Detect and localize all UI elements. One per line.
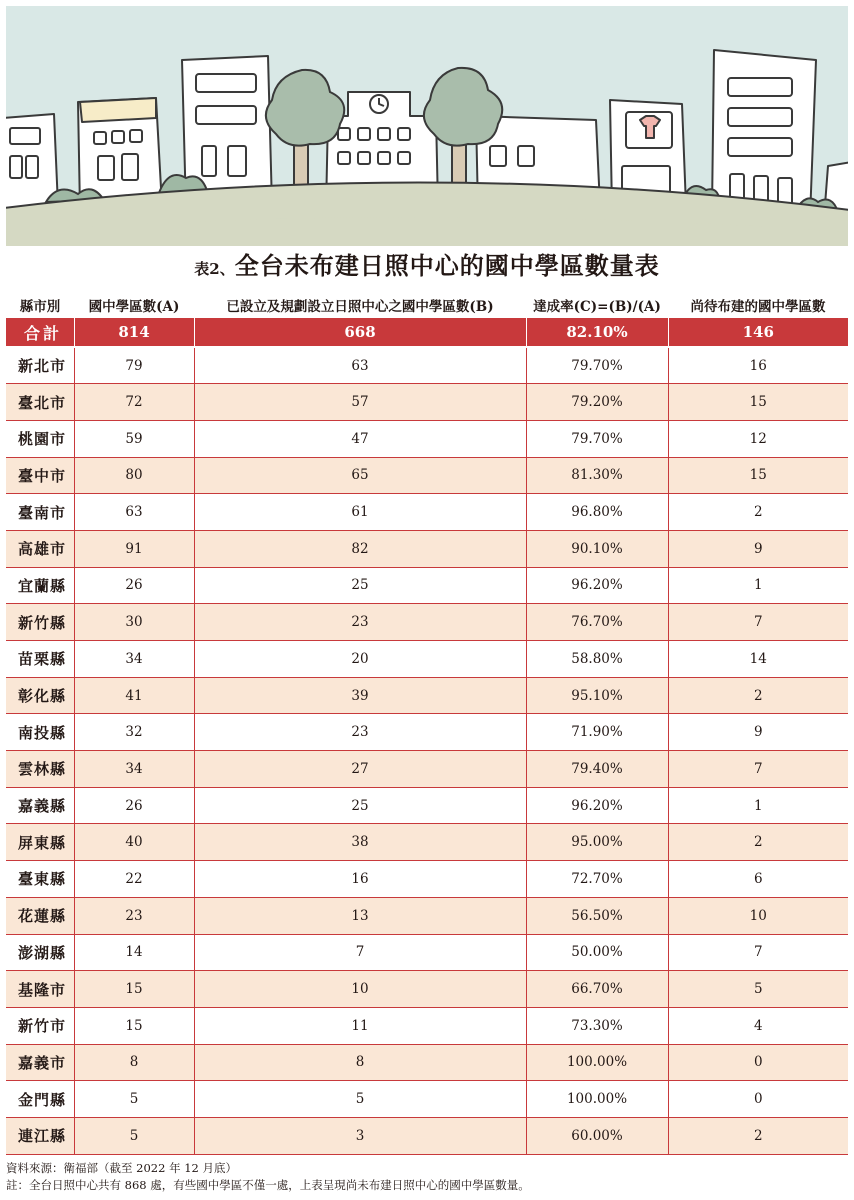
- table-title: [0, 246, 854, 281]
- cell-pending: 9: [668, 714, 848, 751]
- table-row: [6, 787, 848, 824]
- cell-county: 金門縣: [6, 1081, 74, 1118]
- table-row: [6, 934, 848, 971]
- header-row: [6, 292, 848, 318]
- table-row: [6, 1117, 848, 1154]
- cell-rate: 96.20%: [526, 567, 668, 604]
- cell-county: 新竹市: [6, 1007, 74, 1044]
- cell-rate: 100.00%: [526, 1081, 668, 1118]
- table-row: [6, 530, 848, 567]
- cell-rate: 66.70%: [526, 971, 668, 1008]
- cell-county: 臺南市: [6, 494, 74, 531]
- cell-county: 嘉義縣: [6, 787, 74, 824]
- cell-pending: 2: [668, 824, 848, 861]
- cell-established: 23: [194, 604, 526, 641]
- column-header-pending: 尚待布建的國中學區數: [668, 292, 848, 318]
- cell-districts: 40: [74, 824, 194, 861]
- column-header-established: 已設立及規劃設立日照中心之國中學區數(B): [194, 292, 526, 318]
- cell-established: 16: [194, 861, 526, 898]
- cell-rate: 81.30%: [526, 457, 668, 494]
- cell-districts: 30: [74, 604, 194, 641]
- cell-pending: 1: [668, 567, 848, 604]
- cell-established: 25: [194, 567, 526, 604]
- cell-rate: 79.70%: [526, 420, 668, 457]
- cell-rate: 95.00%: [526, 824, 668, 861]
- cell-districts: 79: [74, 347, 194, 384]
- cell-rate: 58.80%: [526, 641, 668, 678]
- cell-pending: 10: [668, 897, 848, 934]
- cell-pending: 15: [668, 457, 848, 494]
- cell-districts: 80: [74, 457, 194, 494]
- cell-districts: 91: [74, 530, 194, 567]
- cell-rate: 73.30%: [526, 1007, 668, 1044]
- cell-districts: 23: [74, 897, 194, 934]
- cell-rate: 60.00%: [526, 1117, 668, 1154]
- cell-districts: 59: [74, 420, 194, 457]
- table-body: [6, 318, 848, 1154]
- cell-districts: 34: [74, 641, 194, 678]
- cell-districts: 15: [74, 1007, 194, 1044]
- cell-pending: 2: [668, 1117, 848, 1154]
- cell-county: 新竹縣: [6, 604, 74, 641]
- cell-districts: 22: [74, 861, 194, 898]
- cell-county: 屏東縣: [6, 824, 74, 861]
- cell-established: 23: [194, 714, 526, 751]
- table-row: [6, 824, 848, 861]
- cell-county: 澎湖縣: [6, 934, 74, 971]
- cell-districts: 5: [74, 1081, 194, 1118]
- cell-rate: 90.10%: [526, 530, 668, 567]
- cell-districts: 14: [74, 934, 194, 971]
- cell-pending: 15: [668, 384, 848, 421]
- table-row: [6, 971, 848, 1008]
- table-row: [6, 714, 848, 751]
- cell-pending: 7: [668, 751, 848, 788]
- cell-rate: 79.20%: [526, 384, 668, 421]
- table-row: [6, 861, 848, 898]
- table-title-prefix: 表2、: [194, 260, 235, 278]
- cell-pending: 0: [668, 1081, 848, 1118]
- cell-established: 61: [194, 494, 526, 531]
- cell-established: 3: [194, 1117, 526, 1154]
- cell-established: 5: [194, 1081, 526, 1118]
- table-row: [6, 347, 848, 384]
- cell-districts: 63: [74, 494, 194, 531]
- cell-pending: 2: [668, 494, 848, 531]
- column-header-rate: 達成率(C)=(B)/(A): [526, 292, 668, 318]
- cell-county: 臺東縣: [6, 861, 74, 898]
- table-row: [6, 567, 848, 604]
- cell-districts: 34: [74, 751, 194, 788]
- cell-districts: 26: [74, 567, 194, 604]
- cell-county: 臺中市: [6, 457, 74, 494]
- cell-rate: 79.70%: [526, 347, 668, 384]
- cell-rate: 71.90%: [526, 714, 668, 751]
- total-districts: 814: [74, 318, 194, 347]
- cell-county: 苗栗縣: [6, 641, 74, 678]
- cell-established: 13: [194, 897, 526, 934]
- cell-established: 25: [194, 787, 526, 824]
- cell-county: 基隆市: [6, 971, 74, 1008]
- cell-county: 連江縣: [6, 1117, 74, 1154]
- column-header-districts: 國中學區數(A): [74, 292, 194, 318]
- cell-county: 臺北市: [6, 384, 74, 421]
- cell-established: 47: [194, 420, 526, 457]
- cell-county: 新北市: [6, 347, 74, 384]
- cell-pending: 9: [668, 530, 848, 567]
- total-rate: 82.10%: [526, 318, 668, 347]
- cell-pending: 7: [668, 604, 848, 641]
- cell-pending: 4: [668, 1007, 848, 1044]
- cell-pending: 1: [668, 787, 848, 824]
- cell-pending: 16: [668, 347, 848, 384]
- cell-established: 57: [194, 384, 526, 421]
- total-row: [6, 318, 848, 347]
- cell-established: 8: [194, 1044, 526, 1081]
- cell-pending: 2: [668, 677, 848, 714]
- cell-county: 桃園市: [6, 420, 74, 457]
- table-row: [6, 604, 848, 641]
- cell-county: 彰化縣: [6, 677, 74, 714]
- source-note: 資料來源：衛福部（截至 2022 年 12 月底）: [6, 1161, 238, 1175]
- table-row: [6, 494, 848, 531]
- total-established: 668: [194, 318, 526, 347]
- cell-county: 嘉義市: [6, 1044, 74, 1081]
- table-row: [6, 384, 848, 421]
- cell-county: 高雄市: [6, 530, 74, 567]
- cell-districts: 15: [74, 971, 194, 1008]
- cell-districts: 32: [74, 714, 194, 751]
- cell-districts: 72: [74, 384, 194, 421]
- cell-rate: 76.70%: [526, 604, 668, 641]
- table-row: [6, 1044, 848, 1081]
- footnotes: [6, 1160, 848, 1194]
- cell-rate: 96.80%: [526, 494, 668, 531]
- column-header-county: 縣市別: [6, 292, 74, 318]
- table-title-main: 全台未布建日照中心的國中學區數量表: [234, 251, 660, 280]
- table-row: [6, 1007, 848, 1044]
- table-row: [6, 457, 848, 494]
- cell-established: 11: [194, 1007, 526, 1044]
- cell-established: 27: [194, 751, 526, 788]
- table-row: [6, 897, 848, 934]
- school-district-table: [6, 292, 848, 1155]
- footnote: 註：全台日照中心共有 868 處，有些國中學區不僅一處，上表呈現尚未布建日照中心的國中學區數量。: [6, 1178, 530, 1192]
- cell-established: 20: [194, 641, 526, 678]
- total-label: 合計: [6, 318, 74, 347]
- cell-county: 雲林縣: [6, 751, 74, 788]
- total-pending: 146: [668, 318, 848, 347]
- cell-established: 39: [194, 677, 526, 714]
- cell-rate: 79.40%: [526, 751, 668, 788]
- cell-districts: 5: [74, 1117, 194, 1154]
- cell-rate: 50.00%: [526, 934, 668, 971]
- cell-pending: 5: [668, 971, 848, 1008]
- cell-established: 7: [194, 934, 526, 971]
- cell-established: 65: [194, 457, 526, 494]
- cell-established: 82: [194, 530, 526, 567]
- cell-districts: 26: [74, 787, 194, 824]
- cell-established: 10: [194, 971, 526, 1008]
- cell-established: 63: [194, 347, 526, 384]
- cell-rate: 96.20%: [526, 787, 668, 824]
- cell-rate: 56.50%: [526, 897, 668, 934]
- cell-rate: 95.10%: [526, 677, 668, 714]
- cell-rate: 100.00%: [526, 1044, 668, 1081]
- cell-districts: 8: [74, 1044, 194, 1081]
- table-row: [6, 420, 848, 457]
- cell-pending: 7: [668, 934, 848, 971]
- cell-rate: 72.70%: [526, 861, 668, 898]
- cell-pending: 14: [668, 641, 848, 678]
- table-row: [6, 1081, 848, 1118]
- cell-districts: 41: [74, 677, 194, 714]
- cell-pending: 0: [668, 1044, 848, 1081]
- cell-pending: 12: [668, 420, 848, 457]
- table-row: [6, 751, 848, 788]
- cell-county: 花蓮縣: [6, 897, 74, 934]
- table-row: [6, 677, 848, 714]
- cell-county: 宜蘭縣: [6, 567, 74, 604]
- cell-pending: 6: [668, 861, 848, 898]
- table-row: [6, 641, 848, 678]
- cell-county: 南投縣: [6, 714, 74, 751]
- cell-established: 38: [194, 824, 526, 861]
